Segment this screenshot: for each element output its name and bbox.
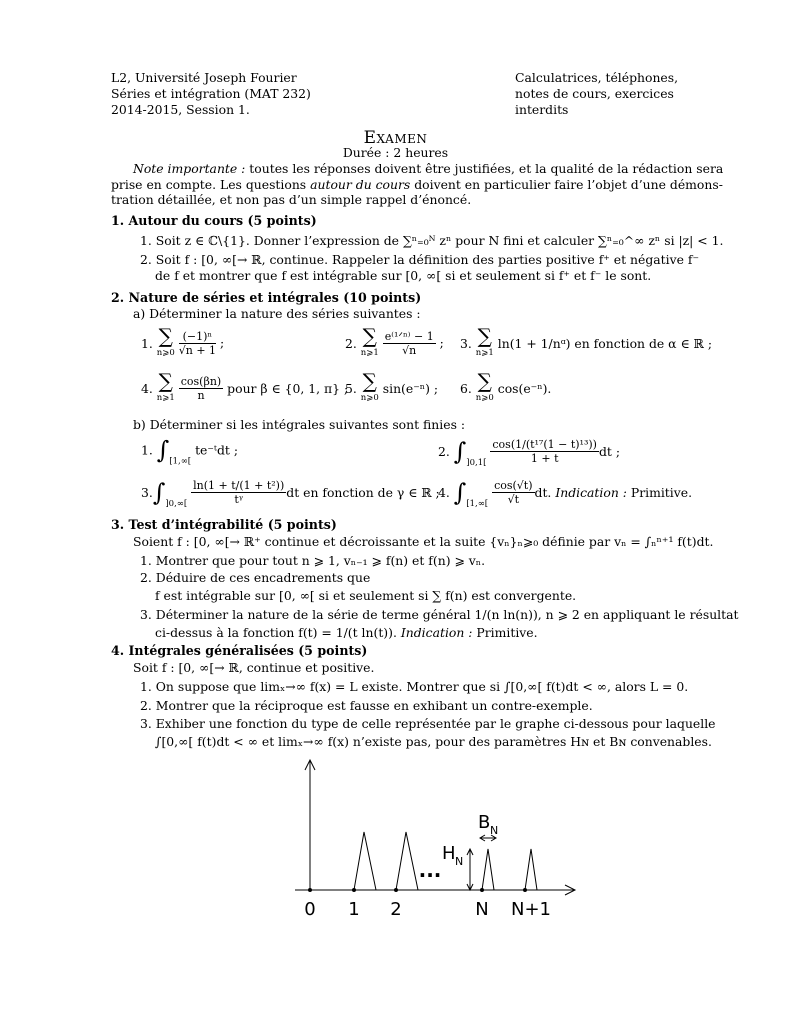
series-5-sub: n⩾0 <box>360 393 379 403</box>
header-rule-2: notes de cours, exercices <box>515 86 674 101</box>
integral-3-num: ln(1 + t/(1 + t²)) <box>193 479 285 492</box>
series-3-term: ln(1 + 1/nᵅ) en fonction de α ∈ ℝ ; <box>497 336 713 351</box>
header-session: 2014-2015, Session 1. <box>111 102 250 117</box>
header-left <box>111 70 311 118</box>
series-2-sub: n⩾1 <box>360 348 379 358</box>
integral-2-tail: dt ; <box>598 444 620 459</box>
note-line-2 <box>111 177 723 192</box>
integral-4-dom: [1,∞[ <box>466 499 489 509</box>
section-3-title: 3. Test d’intégrabilité (5 points) <box>111 517 337 532</box>
note-text-2c: doivent en particulier faire l’objet d’une démons- <box>410 177 723 192</box>
section-1-title: 1. Autour du cours (5 points) <box>111 213 317 228</box>
integral-4-num: cos(√t) <box>494 479 533 492</box>
note-text-1: toutes les réponses doivent être justifiées, et la qualité de la rédaction sera <box>245 161 724 176</box>
s3-q3b-ind2: Primitive. <box>472 625 538 640</box>
section-2-title: 2. Nature de séries et intégrales (10 points) <box>111 290 422 305</box>
header-rule-3: interdits <box>515 102 569 117</box>
series-5: 5. ∑ n⩾0 sin(e⁻ⁿ) ; <box>345 371 438 406</box>
label-n1: N+1 <box>511 899 551 920</box>
header-rule-1: Calculatrices, téléphones, <box>515 70 679 85</box>
note-line-1 <box>133 161 723 176</box>
integral-2-dom: ]0,1[ <box>466 458 487 468</box>
header-university: L2, Université Joseph Fourier <box>111 70 297 85</box>
integral-1-dom: [1,∞[ <box>169 456 192 467</box>
label-1: 1 <box>348 899 360 920</box>
s1-question-2a: 2. Soit f : [0, ∞[→ ℝ, continue. Rappeler la définition des parties positive f⁺ et négative f⁻ <box>140 252 699 267</box>
integral-2-den: 1 + t <box>530 452 559 465</box>
integral-4-ind: Indication : <box>555 485 627 500</box>
s4-intro: Soit f : [0, ∞[→ ℝ, continue et positive. <box>133 660 375 675</box>
series-5-term: sin(e⁻ⁿ) ; <box>382 381 439 396</box>
header-course: Séries et intégration (MAT 232) <box>111 86 311 101</box>
note-line-3: tration détaillée, et non pas d’un simple rappel d’énoncé. <box>111 192 472 207</box>
series-3-sub: n⩾1 <box>475 348 494 358</box>
series-4-tail: pour β ∈ {0, 1, π} ; <box>227 381 349 396</box>
spike-2 <box>396 832 418 890</box>
series-4-num: cos(βn) <box>180 375 222 388</box>
series-2-den: √n <box>402 344 417 357</box>
series-4-den: n <box>197 389 205 402</box>
s3-question-3a: 3. Déterminer la nature de la série de terme général 1/(n ln(n)), n ⩾ 2 en appliquant le résultat <box>140 607 739 622</box>
s3-question-2b: f est intégrable sur [0, ∞[ si et seulement si ∑ f(n) est convergente. <box>155 588 577 603</box>
s3-intro: Soient f : [0, ∞[→ ℝ⁺ continue et décroissante et la suite {vₙ}ₙ⩾₀ définie par vₙ = ∫ₙⁿ⁺¹ f(t)dt. <box>133 534 714 549</box>
label-b-sub: N <box>490 824 499 837</box>
integral-1: 1. $\int_{[1,\infty[}$ te⁻ᵗdt ; <box>141 436 238 467</box>
s3-q3b-ind: Indication : <box>400 625 473 640</box>
series-1-num: (−1)ⁿ <box>179 330 216 344</box>
series-4: 4. ∑ n⩾1 $\frac{\cos(\beta n)}{n}$ pour β ∈ {0, 1, π} ; <box>141 371 348 406</box>
tick-0 <box>308 888 312 892</box>
header-right <box>515 70 678 118</box>
label-h: H <box>442 843 456 864</box>
s4-question-2: 2. Montrer que la réciproque est fausse en exhibant un contre-exemple. <box>140 698 593 713</box>
integral-4-ind2: Primitive. <box>626 485 693 500</box>
integral-4-den: √t <box>507 493 519 506</box>
integral-2-num: cos(1/(t¹⁷(1 − t)¹³)) <box>492 438 597 451</box>
section-4-title: 4. Intégrales généralisées (5 points) <box>111 643 368 658</box>
label-h-sub: N <box>455 855 464 868</box>
series-1-den: √n + 1 <box>178 344 217 357</box>
s4-question-1: 1. On suppose que limₓ→∞ f(x) = L existe. Montrer que si ∫[0,∞[ f(t)dt < ∞, alors L = 0. <box>140 679 689 694</box>
integral-1-term: te⁻ᵗdt ; <box>195 442 238 458</box>
integral-4-tail: dt. <box>534 485 552 500</box>
spike-1 <box>354 832 376 890</box>
series-1-sub: n⩾0 <box>156 348 175 358</box>
spike-n <box>482 849 494 890</box>
s3-question-1: 1. Montrer que pour tout n ⩾ 1, vₙ₋₁ ⩾ f(n) et f(n) ⩾ vₙ. <box>140 553 486 568</box>
label-2: 2 <box>390 899 402 920</box>
spike-n1 <box>525 849 537 890</box>
s3-q3b-text: ci-dessus à la fonction f(t) = 1/(t ln(t)). <box>155 625 397 640</box>
integral-3-dom: ]0,∞[ <box>165 499 188 509</box>
s2-part-b: b) Déterminer si les intégrales suivantes sont finies : <box>133 417 466 432</box>
label-0: 0 <box>304 899 316 920</box>
s1-question-2b: de f et montrer que f est intégrable sur [0, ∞[ si et seulement si f⁺ et f⁻ le sont. <box>155 268 652 283</box>
integral-2: 2. $\int_{]0,1[}$ $\frac{\text{cos(1/(t¹⁷(1 − t)¹³))}}{1 + t}$ dt ; <box>438 437 620 468</box>
series-4-sub: n⩾1 <box>156 393 175 403</box>
series-2: 2. ∑ n⩾1 $\frac{\text{e⁽¹ᐟⁿ⁾ − 1}}{√n}$ ; <box>345 326 444 361</box>
series-6-sub: n⩾0 <box>475 393 494 403</box>
integral-4: 4. $\int_{[1,\infty[}$ $\frac{\cos(√t)}{√t}$ dt. Indication : Primitive. <box>438 478 693 509</box>
s4-question-3a: 3. Exhiber une fonction du type de celle représentée par le graphe ci-dessous pour laquelle <box>140 716 716 731</box>
note-text-2b: autour du cours <box>310 177 411 192</box>
series-1: 1. ∑ n⩾0 $\frac{\text{(−1)ⁿ}}{√n + 1}$ ; <box>141 326 224 361</box>
s2-part-a: a) Déterminer la nature des séries suivantes : <box>133 306 421 321</box>
function-graph <box>280 755 590 930</box>
duration: Durée : 2 heures <box>342 145 449 160</box>
s3-question-2: 2. Déduire de ces encadrements que <box>140 570 371 585</box>
label-dots: ... <box>418 858 442 882</box>
integral-3-den: tᵞ <box>234 493 243 506</box>
integral-3-tail: dt en fonction de γ ∈ ℝ ; <box>286 485 440 500</box>
s3-question-3b <box>155 625 538 640</box>
series-3: 3. ∑ n⩾1 ln(1 + 1/nᵅ) en fonction de α ∈ ℝ ; <box>460 326 712 361</box>
series-6-term: cos(e⁻ⁿ). <box>497 381 552 396</box>
label-n: N <box>475 899 489 920</box>
series-2-num: e⁽¹ᐟⁿ⁾ − 1 <box>384 330 434 343</box>
page-title: Examen <box>363 128 428 148</box>
note-label: Note importante : <box>133 161 246 176</box>
s4-question-3b: ∫[0,∞[ f(t)dt < ∞ et limₓ→∞ f(x) n’existe pas, pour des paramètres Hɴ et Bɴ convenables. <box>155 734 712 749</box>
series-6: 6. ∑ n⩾0 cos(e⁻ⁿ). <box>460 371 551 406</box>
note-text-2a: prise en compte. Les questions <box>111 177 311 192</box>
s1-question-1: 1. Soit z ∈ ℂ\{1}. Donner l’expression de ∑ⁿ₌₀ᴺ zⁿ pour N fini et calculer ∑ⁿ₌₀^∞ zⁿ si |z| < 1. <box>140 233 724 248</box>
label-b: B <box>478 812 491 833</box>
integral-3: $3.\int_{]0,\infty[}$ $\frac{\text{ln(1 + t/(1 + t²))}}{\text{tᵞ}}$ dt en fonction de γ ∈ ℝ ; <box>141 478 440 509</box>
